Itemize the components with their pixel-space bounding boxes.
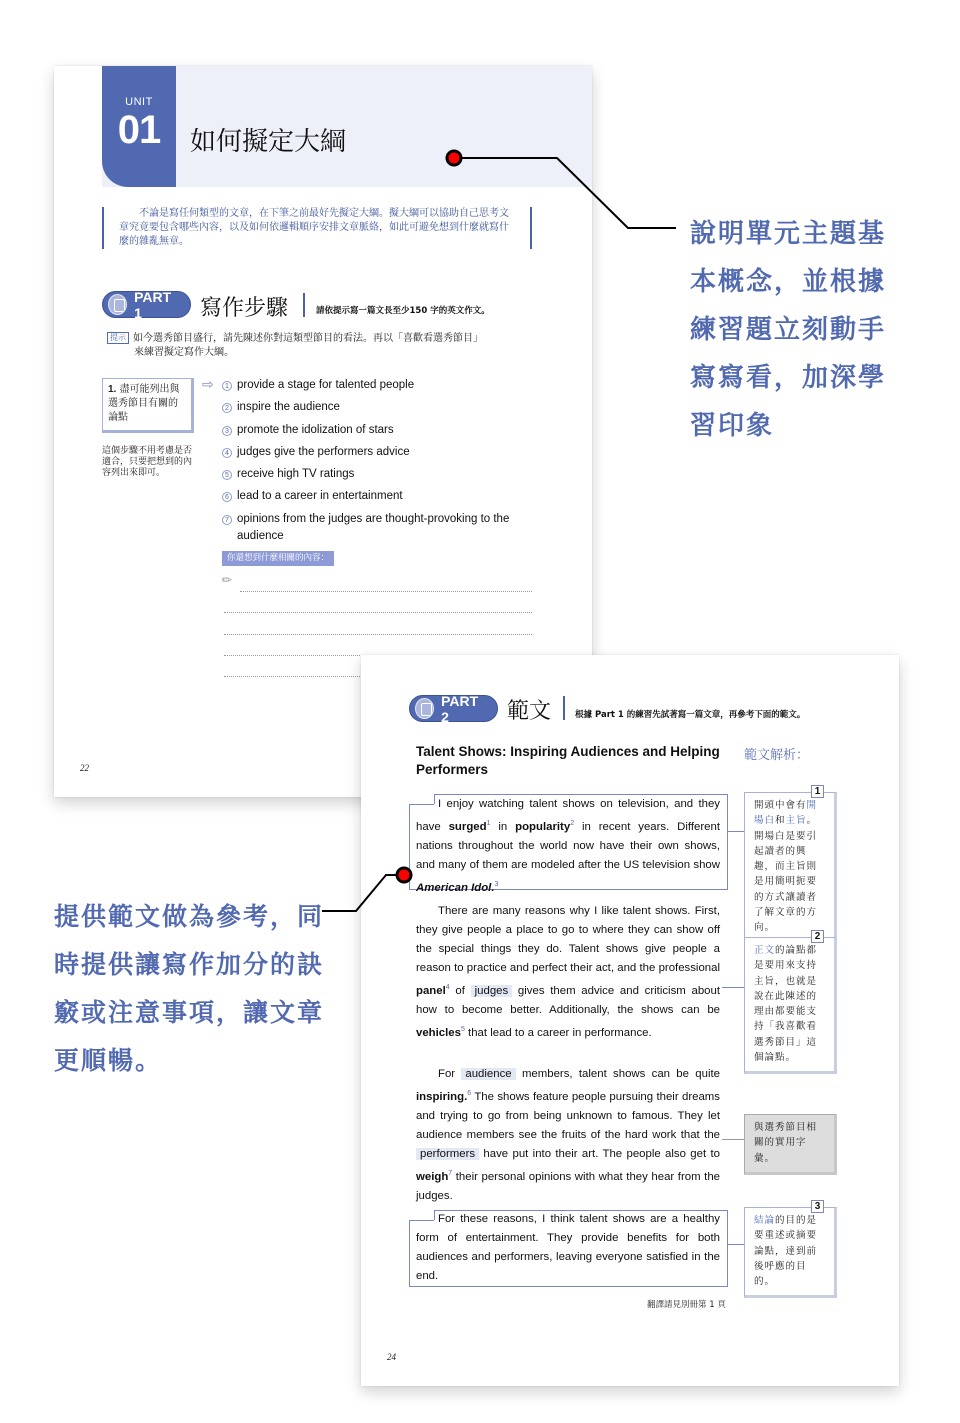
- unit-number: 01: [117, 108, 161, 152]
- step-1-box: [102, 378, 194, 433]
- text: I enjoy watching talent shows on television, and they have: [416, 798, 720, 833]
- text: in recent years. Different nations throughout the world now have their own shows, and many of them are modeled after the US television show: [416, 820, 721, 871]
- idea-text: judges give the performers advice: [237, 445, 410, 458]
- hint-line-2: 來練習擬定寫作大綱。: [134, 347, 234, 358]
- note-connector: [722, 1139, 744, 1140]
- frame-edge: [727, 1210, 728, 1220]
- hint: [107, 332, 527, 360]
- page-number: 22: [80, 763, 89, 773]
- hint-line-1: 如今選秀節目盛行，請先陳述你對這類型節目的看法。再以「喜歡看選秀節目」: [133, 333, 483, 344]
- idea-item: [222, 511, 532, 545]
- hint-badge: 提示: [107, 332, 129, 344]
- analysis-note-3: [744, 1201, 837, 1298]
- writing-steps-icon: [108, 294, 127, 315]
- text: have put into their art. The people also get to: [479, 1147, 720, 1160]
- part1-title: 寫作步驟: [200, 296, 289, 321]
- note-connector: [722, 987, 744, 988]
- idea-item: [222, 466, 532, 483]
- essay-paragraph-body-1: [416, 902, 720, 1043]
- text: For: [438, 1068, 462, 1080]
- text: 的論點都是要用來支持主旨，也就是說在此陳述的理由都要能支持「我喜歡看選秀節目」這個論點。: [754, 945, 818, 1064]
- note-tag: 1: [811, 785, 824, 798]
- intro-line-1: 不論是寫任何類型的文章，在下筆之前最好先擬定大綱。擬大綱可以協助自己: [139, 208, 479, 219]
- step-number: 1.: [108, 384, 117, 395]
- note-tag: 3: [811, 1200, 824, 1213]
- text: members, talent shows can be quite: [515, 1068, 720, 1080]
- analysis-heading: 範文解析：: [744, 748, 810, 763]
- analysis-note-1: [744, 786, 837, 945]
- idea-text: lead to a career in entertainment: [237, 490, 403, 503]
- circled-number-icon: 6: [222, 492, 232, 502]
- idea-text: provide a stage for talented people: [237, 379, 415, 391]
- text: 。開場白是要引起讀者的興趣，而主旨則是用簡明扼要的方式讓讀者了解文章的方向。: [754, 815, 818, 934]
- text: There are many reasons why I like talent shows. First, they give people a place to go to where they can show off the special things they do. Talent shows give people a reason to practice and perfect their act, and the professional: [416, 905, 720, 974]
- vocab-word: vehicles: [416, 1026, 461, 1039]
- highlighted-word: performers: [416, 1148, 479, 1160]
- essay-paragraph-intro: [416, 795, 720, 898]
- more-ideas-label: 你還想到什麼相關的內容：: [222, 551, 334, 566]
- text: 開頭中會有: [754, 800, 807, 811]
- highlighted-word: judges: [471, 985, 513, 997]
- essay-title: Talent Shows: Inspiring Audiences and Helping Performers: [416, 744, 720, 777]
- footnote-marker: 5: [460, 1025, 465, 1033]
- text: 與選秀節目相關的實用字彙。: [754, 1122, 818, 1164]
- circled-number-icon: 7: [222, 515, 232, 525]
- circled-number-icon: 5: [222, 470, 232, 480]
- sample-icon: [415, 698, 434, 719]
- circled-number-icon: 1: [222, 381, 232, 391]
- text: gives them advice and criticism about how to become better. Additionally, the shows can be: [416, 984, 720, 1016]
- analysis-note-2: [744, 931, 837, 1074]
- callout-unit-concept: 說明單元主題基本概念，並根據練習題立刻動手寫寫看，加深學習印象: [690, 219, 887, 441]
- footnote-marker: 4: [445, 984, 450, 991]
- essay-paragraph-conclusion: [416, 1210, 720, 1286]
- unit-tab: [102, 66, 176, 187]
- part1-pill-label: PART 1: [134, 288, 172, 321]
- footnote-marker: 3: [494, 880, 499, 888]
- writing-line[interactable]: [224, 612, 532, 613]
- footnote-marker: 7: [448, 1169, 453, 1177]
- vocab-word: popularity: [515, 820, 571, 833]
- part2-pill-label: PART 2: [441, 692, 479, 725]
- arrow-right-icon: ⇨: [202, 377, 214, 393]
- key-term: 主旨: [785, 815, 807, 827]
- text: their personal opinions with what they hear from the judges.: [416, 1170, 720, 1202]
- idea-item: [222, 444, 532, 461]
- highlighted-word: audience: [461, 1068, 515, 1080]
- unit-label: UNIT: [125, 96, 153, 108]
- vocab-word: weigh: [416, 1170, 449, 1183]
- note-connector: [728, 1244, 744, 1245]
- intro-line-3: 到什麼就寫什麼的雜亂無章。: [119, 222, 509, 247]
- vocab-word: American Idol.: [416, 881, 495, 894]
- intro-line-2: 思考文章究竟要包含哪些內容，以及如何依邏輯順序安排文章脈絡，如此可避免想: [119, 208, 509, 233]
- circled-number-icon: 4: [222, 448, 232, 458]
- part2-divider: [563, 696, 565, 720]
- vocab-note: [744, 1114, 837, 1175]
- part1-pill: [102, 288, 191, 321]
- idea-text: opinions from the judges are thought-provoking to the audience: [237, 512, 510, 542]
- footnote-marker: 2: [570, 820, 575, 827]
- translation-reference: 翻譯請見別冊第 1 頁: [647, 1300, 726, 1310]
- idea-list: [222, 377, 532, 550]
- step-tip: 這個步驟不用考慮是否適合，只要把想到的內容列出來即可。: [102, 446, 193, 478]
- frame-edge: [727, 794, 728, 804]
- writing-line[interactable]: [240, 591, 532, 592]
- circled-number-icon: 2: [222, 403, 232, 413]
- key-term: 結論: [754, 1215, 776, 1226]
- text: 的目的是要重述或摘要論點，達到前後呼應的目的。: [754, 1215, 818, 1288]
- unit-title: 如何擬定大綱: [190, 127, 347, 157]
- page-number: 24: [387, 1352, 396, 1362]
- text: that lead to a career in performance.: [464, 1026, 652, 1039]
- note-tag: 2: [811, 930, 824, 943]
- note-connector: [728, 831, 744, 832]
- idea-item: [222, 488, 532, 505]
- circled-number-icon: 3: [222, 426, 232, 436]
- part1-divider: [303, 293, 305, 317]
- vocab-word: inspiring.: [416, 1090, 468, 1103]
- key-term: 開場白: [754, 800, 818, 827]
- part2-pill: [409, 692, 498, 725]
- text: of: [449, 984, 471, 997]
- writing-line[interactable]: [224, 634, 532, 635]
- idea-item: [222, 377, 532, 394]
- key-term: 正文: [754, 945, 776, 956]
- idea-text: receive high TV ratings: [237, 468, 355, 481]
- idea-item: [222, 422, 532, 439]
- idea-item: [222, 399, 532, 416]
- idea-text: promote the idolization of stars: [237, 423, 394, 436]
- textbook-page-24: [361, 655, 899, 1386]
- footnote-marker: 6: [467, 1090, 472, 1097]
- callout-sample-essay: 提供範文做為參考，同時提供讓寫作加分的訣竅或注意事項，讓文章更順暢。: [54, 902, 325, 1075]
- part2-instruction: 根據 Part 1 的練習先試著寫一篇文章，再參考下面的範文。: [575, 710, 806, 720]
- text: The shows feature people pursuing their dreams and trying to go from being unknown to famous. They let audience members see the fruits of the hard work that the: [416, 1090, 720, 1141]
- vocab-word: panel: [416, 984, 446, 997]
- part2-title: 範文: [507, 699, 552, 724]
- part1-instruction: 請依提示寫一篇文長至少150 字的英文作文。: [316, 306, 490, 316]
- text: in: [490, 820, 516, 833]
- vocab-word: surged: [448, 820, 487, 833]
- text: For these reasons, I think talent shows are a healthy form of entertainment. They provide benefits for both audiences and performers, leaving everyone satisfied in the end.: [416, 1213, 720, 1282]
- step-label: 盡可能列出與選秀節目有關的論點: [108, 384, 180, 423]
- text: 和: [775, 815, 786, 827]
- essay-paragraph-body-2: [416, 1065, 720, 1206]
- unit-intro: [102, 207, 532, 249]
- idea-text: inspire the audience: [237, 401, 340, 414]
- pencil-icon: ✎: [218, 571, 236, 589]
- footnote-marker: 1: [486, 820, 491, 827]
